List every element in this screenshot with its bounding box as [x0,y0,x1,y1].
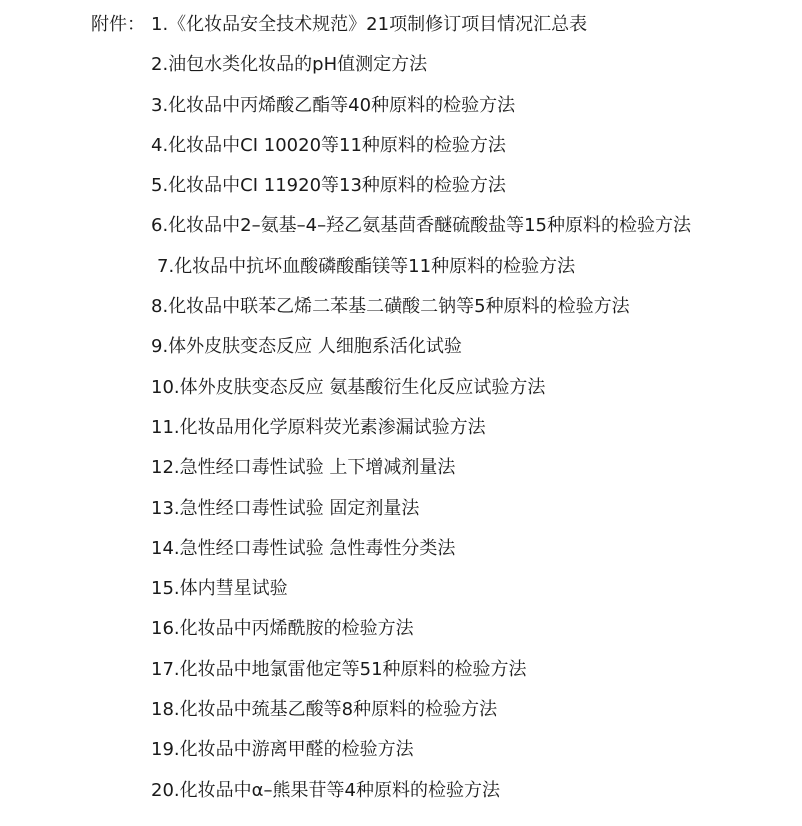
attachment-item-2: 2.油包水类化妆品的pH值测定方法 [151,54,428,76]
attachment-item-13: 13.急性经口毒性试验 固定剂量法 [151,497,420,519]
attachment-label: 附件： [91,14,145,35]
attachment-item-5: 5.化妆品中CI 11920等13种原料的检验方法 [151,175,506,197]
attachment-item-12: 12.急性经口毒性试验 上下增减剂量法 [151,457,456,479]
attachment-item-14: 14.急性经口毒性试验 急性毒性分类法 [151,537,456,559]
attachment-item-6: 6.化妆品中2–氨基–4–羟乙氨基茴香醚硫酸盐等15种原料的检验方法 [151,215,691,237]
attachment-item-1: 1.《化妆品安全技术规范》21项制修订项目情况汇总表 [151,14,588,35]
attachment-item-4: 4.化妆品中CI 10020等11种原料的检验方法 [151,134,506,156]
attachment-item-7: 7.化妆品中抗坏血酸磷酸酯镁等11种原料的检验方法 [157,255,576,277]
attachment-item-10: 10.体外皮肤变态反应 氨基酸衍生化反应试验方法 [151,376,546,398]
attachment-item-17: 17.化妆品中地氯雷他定等51种原料的检验方法 [151,658,527,680]
attachment-list [151,12,691,818]
attachment-item-20: 20.化妆品中α–熊果苷等4种原料的检验方法 [151,779,500,801]
attachment-item-11: 11.化妆品用化学原料荧光素渗漏试验方法 [151,416,486,438]
attachment-item-15: 15.体内彗星试验 [151,578,288,600]
attachment-item-18: 18.化妆品中巯基乙酸等8种原料的检验方法 [151,699,498,721]
attachment-item-16: 16.化妆品中丙烯酰胺的检验方法 [151,618,414,640]
attachment-item-3: 3.化妆品中丙烯酸乙酯等40种原料的检验方法 [151,94,516,116]
attachment-item-9: 9.体外皮肤变态反应 人细胞系活化试验 [151,336,462,358]
attachment-item-19: 19.化妆品中游离甲醛的检验方法 [151,739,414,761]
attachment-item-8: 8.化妆品中联苯乙烯二苯基二磺酸二钠等5种原料的检验方法 [151,296,630,318]
